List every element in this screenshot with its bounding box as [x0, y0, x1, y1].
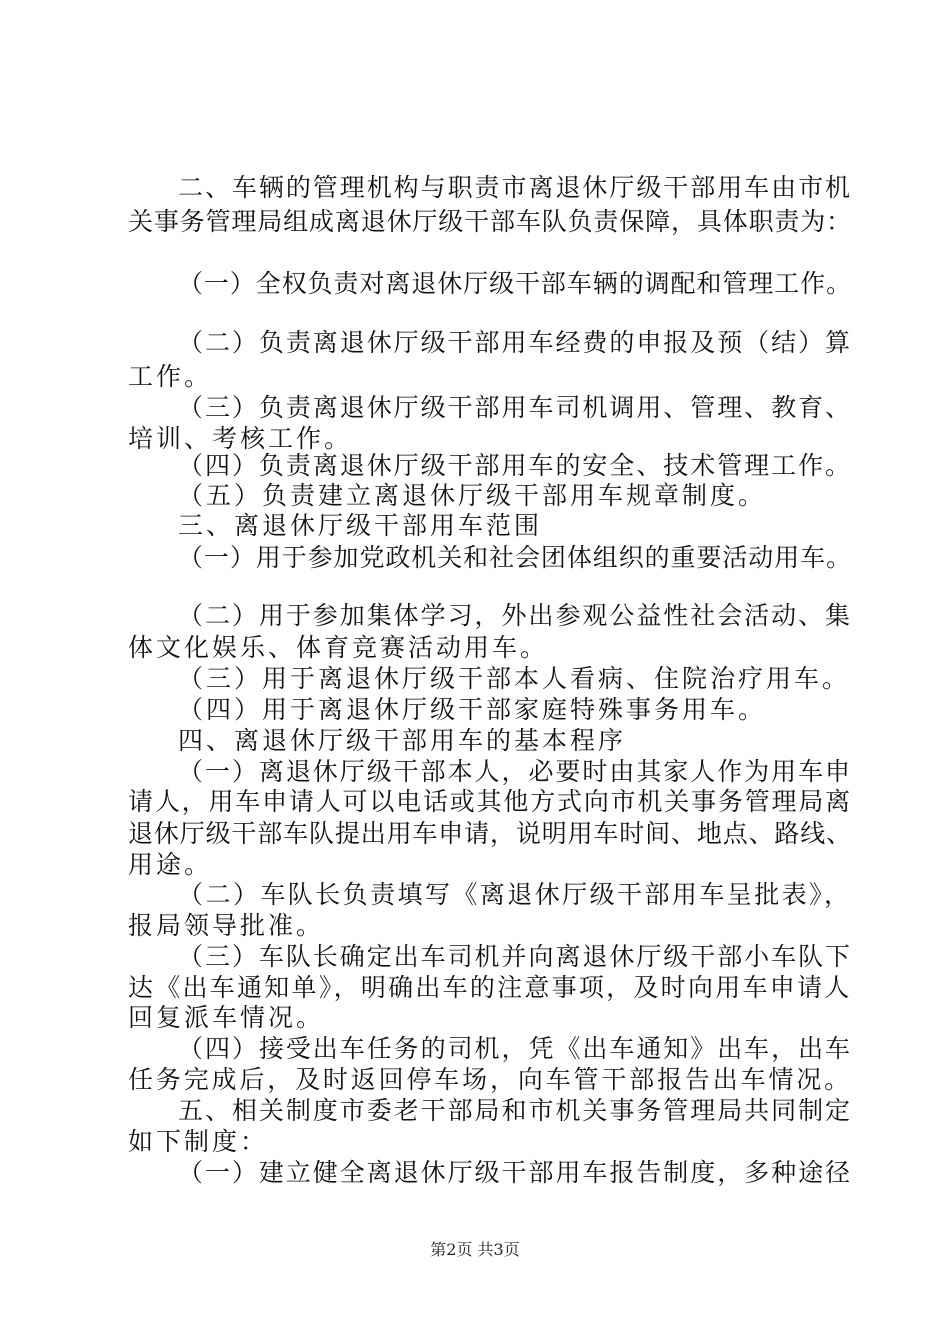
paragraph-line: （三）用于离退休厅级干部本人看病、住院治疗用车。 — [178, 664, 851, 693]
paragraph-line: 培训、考核工作。 — [128, 424, 353, 453]
page-footer: 第2页 共3页 — [430, 1240, 520, 1259]
paragraph-line: 用途。 — [128, 850, 213, 879]
section-heading: 五、相关制度市委老干部局和市机关事务管理局共同制定 — [178, 1096, 853, 1125]
paragraph-line: （四）负责离退休厅级干部用车的安全、技术管理工作。 — [178, 451, 853, 480]
paragraph-line: （三）车队长确定出车司机并向离退休厅级干部小车队下 — [178, 942, 853, 971]
paragraph-line: （一）建立健全离退休厅级干部用车报告制度，多种途径 — [178, 1158, 853, 1187]
paragraph-line: （二）用于参加集体学习，外出参观公益性社会活动、集 — [178, 601, 853, 630]
paragraph-line: 体文化娱乐、体育竞赛活动用车。 — [128, 633, 549, 662]
paragraph-line: 达《出车通知单》，明确出车的注意事项，及时向用车申请人 — [128, 973, 852, 1002]
paragraph-line: （一）用于参加党政机关和社会团体组织的重要活动用车。 — [178, 543, 853, 572]
paragraph-line: 如下制度： — [128, 1127, 269, 1156]
paragraph-line: 退休厅级干部车队提出用车申请，说明用车时间、地点、路线、 — [128, 819, 853, 848]
paragraph-line: 回复派车情况。 — [128, 1003, 325, 1032]
paragraph-line: 关事务管理局组成离退休厅级干部车队负责保障，具体职责为： — [128, 207, 853, 236]
paragraph-line: 任务完成后，及时返回停车场，向车管干部报告出车情况。 — [128, 1065, 853, 1094]
paragraph-line: 二、车辆的管理机构与职责市离退休厅级干部用车由市机 — [178, 173, 853, 202]
section-heading: 三、离退休厅级干部用车范围 — [178, 511, 543, 540]
paragraph-line: （二）车队长负责填写《离退休厅级干部用车呈批表》， — [178, 880, 852, 909]
paragraph-line: （四）接受出车任务的司机，凭《出车通知》出车，出车 — [178, 1034, 853, 1063]
paragraph-line: （四）用于离退休厅级干部家庭特殊事务用车。 — [178, 695, 767, 724]
paragraph-line: （二）负责离退休厅级干部用车经费的申报及预（结）算 — [178, 328, 853, 357]
paragraph-line: （一）全权负责对离退休厅级干部车辆的调配和管理工作。 — [178, 269, 853, 298]
paragraph-line: 报局领导批准。 — [128, 911, 325, 940]
paragraph-line: 请人，用车申请人可以电话或其他方式向市机关事务管理局离 — [128, 787, 853, 816]
paragraph-line: （一）离退休厅级干部本人，必要时由其家人作为用车申 — [178, 757, 853, 786]
paragraph-line: 工作。 — [128, 362, 213, 391]
section-heading: 四、离退休厅级干部用车的基本程序 — [178, 726, 627, 755]
paragraph-line: （三）负责离退休厅级干部用车司机调用、管理、教育、 — [178, 393, 853, 422]
paragraph-line: （五）负责建立离退休厅级干部用车规章制度。 — [178, 481, 767, 510]
